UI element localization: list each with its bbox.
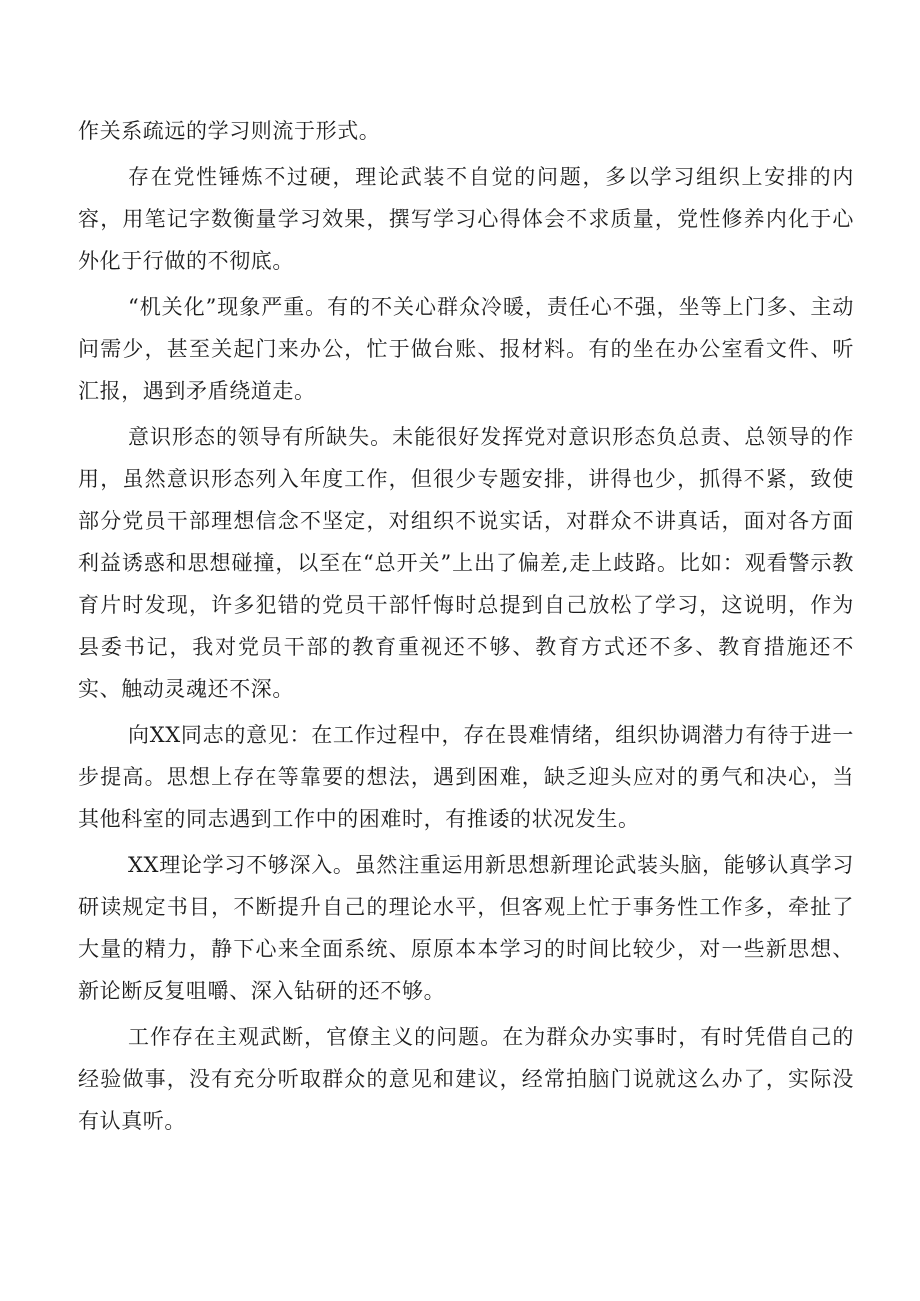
paragraph-arbitrary-work: 工作存在主观武断，官僚主义的问题。在为群众办实事时，有时凭借自己的经验做事，没有充分听取群众的意见和建议，经常拍脑门说就这么办了，实际没有认真听。 <box>78 1025 854 1133</box>
paragraph-ideology-leadership: 意识形态的领导有所缺失。未能很好发挥党对意识形态负总责、总领导的作用，虽然意识形态列入年度工作，但很少专题安排，讲得也少，抓得不紧，致使部分党员干部理想信念不坚定，对组织不说实话，对群众不讲真话，面对各方面利益诱惑和思想碰撞，以至在“总开关”上出了偏差,走上歧路。比如：观看警示教育片时发现，许多犯错的党员干部忏悔时总提到自己放松了学习，这说明，作为县委书记，我对党员干部的教育重视还不够、教育方式还不多、教育措施还不实、触动灵魂还不深。 <box>78 425 854 701</box>
paragraph-continuation: 作关系疏远的学习则流于形式。 <box>78 119 381 143</box>
paragraph-bureaucratization: “机关化”现象严重。有的不关心群众冷暖，责任心不强，坐等上门多、主动问需少，甚至关起门来办公，忙于做台账、报材料。有的坐在办公室看文件、听汇报，遇到矛盾绕道走。 <box>78 295 854 403</box>
paragraph-theory-study: XX理论学习不够深入。虽然注重运用新思想新理论武装头脑，能够认真学习研读规定书目，不断提升自己的理论水平，但客观上忙于事务性工作多，牵扯了大量的精力，静下心来全面系统、原原本本学习的时间比较少，对一些新思想、新论断反复咀嚼、深入钻研的还不够。 <box>78 853 854 1003</box>
paragraph-opinion-to-colleague: 向XX同志的意见：在工作过程中，存在畏难情绪，组织协调潜力有待于进一步提高。思想上存在等靠要的想法，遇到困难，缺乏迎头应对的勇气和决心，当其他科室的同志遇到工作中的困难时，有推诿的状况发生。 <box>78 723 854 831</box>
document-body <box>78 110 854 1146</box>
paragraph-party-spirit: 存在党性锤炼不过硬，理论武装不自觉的问题，多以学习组织上安排的内容，用笔记字数衡量学习效果，撰写学习心得体会不求质量，党性修养内化于心外化于行做的不彻底。 <box>78 165 854 273</box>
